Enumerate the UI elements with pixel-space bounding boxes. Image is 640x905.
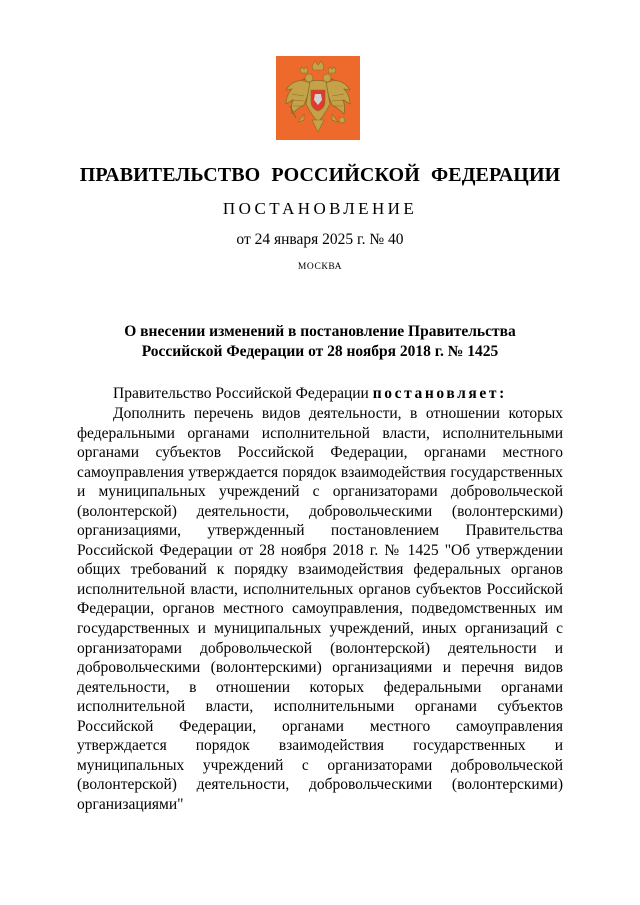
intro-line xyxy=(77,384,599,404)
document-subject xyxy=(0,322,640,362)
subject-line-1: О внесении изменений в постановление Правительства xyxy=(124,323,516,340)
document-city: МОСКВА xyxy=(297,262,343,272)
intro-resolves: постановляет: xyxy=(372,385,507,402)
main-paragraph: Дополнить перечень видов деятельности, в отношении которых федеральными органами исполнительной власти, исполнительными органами субъектов Российской Федерации, органами местного самоуправления утверждается порядок взаимодействия государственных и муниципальных учреждений с организаторами добровольческой (волонтерской) деятельности, добровольческими (волонтерскими) организациями, утвержденный постановлением Правительства Российской Федерации от 28 ноября 2018 г. № 1425 "Об утверждении общих требований к порядку взаимодействия федеральных органов исполнительной власти, исполнительных органов субъектов Российской Федерации, органов местного самоуправления, подведомственных им государственных и муниципальных учреждений, иных организаций с организаторами добровольческой (волонтерской) деятельности и добровольческими (волонтерскими) организациями и перечня видов деятельности, в отношении которых федеральными органами исполнительной власти, исполнительными органами субъектов Российской Федерации, органами местного самоуправления утверждается порядок взаимодействия государственных и муниципальных учреждений с организаторами добровольческой (волонтерской) деятельности, добровольческими (волонтерскими) организациями" xyxy=(77,405,563,813)
intro-prefix: Правительство Российской Федерации xyxy=(113,385,373,402)
document-type: ПОСТАНОВЛЕНИЕ xyxy=(222,199,418,218)
subject-line-2: Российской Федерации от 28 ноября 2018 г. № 1425 xyxy=(141,343,499,360)
government-title: ПРАВИТЕЛЬСТВО РОССИЙСКОЙ ФЕДЕРАЦИИ xyxy=(79,164,561,186)
document-date-number: от 24 января 2025 г. № 40 xyxy=(236,231,404,248)
coat-of-arms-icon xyxy=(276,56,360,140)
